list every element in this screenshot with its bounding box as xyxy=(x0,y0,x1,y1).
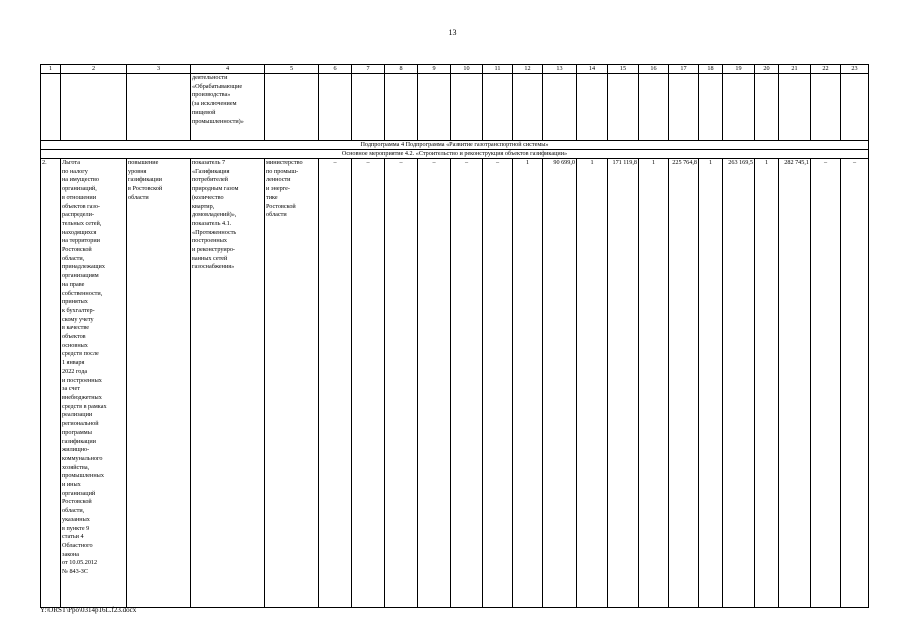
column-number: 8 xyxy=(385,65,418,74)
value-cell: 1 xyxy=(755,159,779,608)
column-number: 14 xyxy=(577,65,608,74)
column-number: 16 xyxy=(639,65,669,74)
main-event-title: Основное мероприятие 4.2. «Строительство и реконструкция объектов газификации» xyxy=(41,150,869,159)
column-number: 17 xyxy=(669,65,699,74)
subprogram-row xyxy=(41,141,869,150)
footer-file-path: Y:\ORST\Ppo\0314p16L.f23.docx xyxy=(40,606,137,614)
value-cell: 171 119,8 xyxy=(608,159,639,608)
value-cell: 1 xyxy=(639,159,669,608)
column-number: 13 xyxy=(543,65,577,74)
table-cell xyxy=(841,74,869,141)
table-cell xyxy=(418,74,451,141)
row-goal: повышение уровня газификации в Ростовской области xyxy=(127,159,191,608)
column-number: 18 xyxy=(699,65,723,74)
column-number: 9 xyxy=(418,65,451,74)
table-cell xyxy=(513,74,543,141)
value-cell: 263 169,5 xyxy=(723,159,755,608)
table-cell xyxy=(669,74,699,141)
page-number: 13 xyxy=(448,28,457,37)
column-number: 11 xyxy=(483,65,513,74)
column-number: 19 xyxy=(723,65,755,74)
column-number: 21 xyxy=(779,65,811,74)
table-cell xyxy=(543,74,577,141)
table-row xyxy=(41,159,869,608)
value-cell: 1 xyxy=(513,159,543,608)
row-curator: министерство по промыш- ленности и энерге- тике Ростовской области xyxy=(265,159,319,608)
value-cell: 90 699,0 xyxy=(543,159,577,608)
table-cell xyxy=(699,74,723,141)
table-cell xyxy=(811,74,841,141)
column-number: 20 xyxy=(755,65,779,74)
value-cell: 282 745,1 xyxy=(779,159,811,608)
table-cell xyxy=(41,74,61,141)
table-cell xyxy=(385,74,418,141)
continuation-row xyxy=(41,74,869,141)
column-number: 5 xyxy=(265,65,319,74)
table-cell xyxy=(352,74,385,141)
column-number: 7 xyxy=(352,65,385,74)
table-cell xyxy=(577,74,608,141)
table-cell xyxy=(61,74,127,141)
table-cell xyxy=(779,74,811,141)
value-cell: – xyxy=(811,159,841,608)
column-number: 23 xyxy=(841,65,869,74)
row-name: Льгота по налогу на имущество организаций, в отношении объектов газо- распредели- тельных сетей, находящихся на территории Ростовской области, принадлежащих организациям на праве собственности, принятых к бухгалтер- скому учету в качестве объектов основных средств после 1 января 2022 года и построенных за счет внебюджетных средств в рамках реализации региональной программы газификации жилищно- коммунального хозяйства, промышленных и иных организаций Ростовской области, указанных в пункте 9 статьи 4 Областного закона от 10.05.2012 № 843-ЗС xyxy=(61,159,127,608)
column-number: 3 xyxy=(127,65,191,74)
value-cell: – xyxy=(451,159,483,608)
value-cell: – xyxy=(483,159,513,608)
column-number: 6 xyxy=(319,65,352,74)
column-number: 22 xyxy=(811,65,841,74)
value-cell: – xyxy=(841,159,869,608)
document-table xyxy=(40,64,869,608)
main-event-row xyxy=(41,150,869,159)
column-number: 12 xyxy=(513,65,543,74)
value-cell: 225 764,8 xyxy=(669,159,699,608)
subprogram-title: Подпрограмма 4 Подпрограмма «Развитие газотранспортной системы» xyxy=(41,141,869,150)
value-cell: 1 xyxy=(699,159,723,608)
column-number-row xyxy=(41,65,869,74)
table-cell xyxy=(451,74,483,141)
row-number: 2. xyxy=(41,159,61,608)
column-number: 15 xyxy=(608,65,639,74)
value-cell: – xyxy=(418,159,451,608)
value-cell: – xyxy=(319,159,352,608)
column-number: 4 xyxy=(191,65,265,74)
table-cell xyxy=(483,74,513,141)
column-number: 10 xyxy=(451,65,483,74)
table-cell xyxy=(265,74,319,141)
table-cell xyxy=(639,74,669,141)
value-cell: 1 xyxy=(577,159,608,608)
table-cell xyxy=(608,74,639,141)
table-cell xyxy=(755,74,779,141)
value-cell: – xyxy=(385,159,418,608)
table-cell xyxy=(723,74,755,141)
continuation-indicator-text: деятельности «Обрабатывающие производства» (за исключением пищевой промышленности)» xyxy=(191,74,265,141)
value-cell: – xyxy=(352,159,385,608)
column-number: 1 xyxy=(41,65,61,74)
row-indicator: показатель 7 «Газификация потребителей природным газом (количество квартир, домовладений)», показатель 4.1. «Протяженность построенных и реконструиро- ванных сетей газоснабжения» xyxy=(191,159,265,608)
column-number: 2 xyxy=(61,65,127,74)
table-cell xyxy=(319,74,352,141)
table-cell xyxy=(127,74,191,141)
